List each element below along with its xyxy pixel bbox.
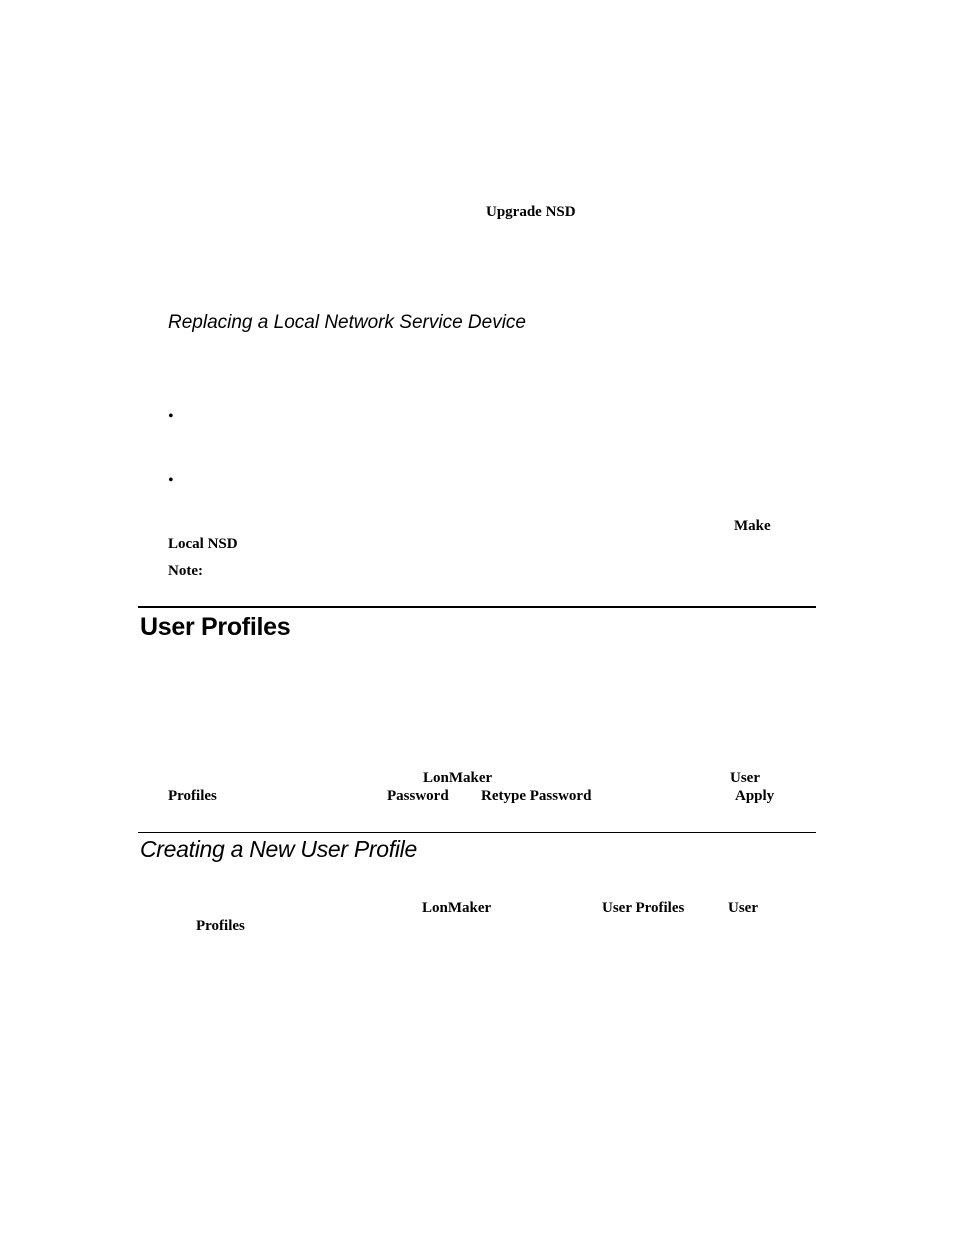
local-nsd-term: Local NSD	[168, 536, 238, 552]
profiles-term-2: Profiles	[196, 918, 245, 934]
subsection-rule	[138, 832, 816, 833]
note-label: Note:	[168, 563, 203, 579]
creating-profile-heading: Creating a New User Profile	[140, 836, 417, 862]
bullet-marker-2: •	[168, 472, 174, 489]
user-profiles-heading: User Profiles	[140, 613, 291, 641]
user-profiles-term: User Profiles	[602, 900, 685, 916]
replacing-nsd-heading: Replacing a Local Network Service Device	[168, 312, 526, 333]
bullet-marker-1: •	[168, 408, 174, 425]
make-term: Make	[734, 518, 771, 534]
user-term-2: User	[728, 900, 758, 916]
lonmaker-term-2: LonMaker	[422, 900, 492, 916]
user-term: User	[730, 770, 760, 786]
upgrade-nsd-term: Upgrade NSD	[486, 204, 576, 220]
password-term: Password	[387, 788, 449, 804]
lonmaker-term: LonMaker	[423, 770, 493, 786]
retype-password-term: Retype Password	[481, 788, 592, 804]
section-rule	[138, 606, 816, 608]
apply-term: Apply	[735, 788, 775, 804]
profiles-term: Profiles	[168, 788, 217, 804]
